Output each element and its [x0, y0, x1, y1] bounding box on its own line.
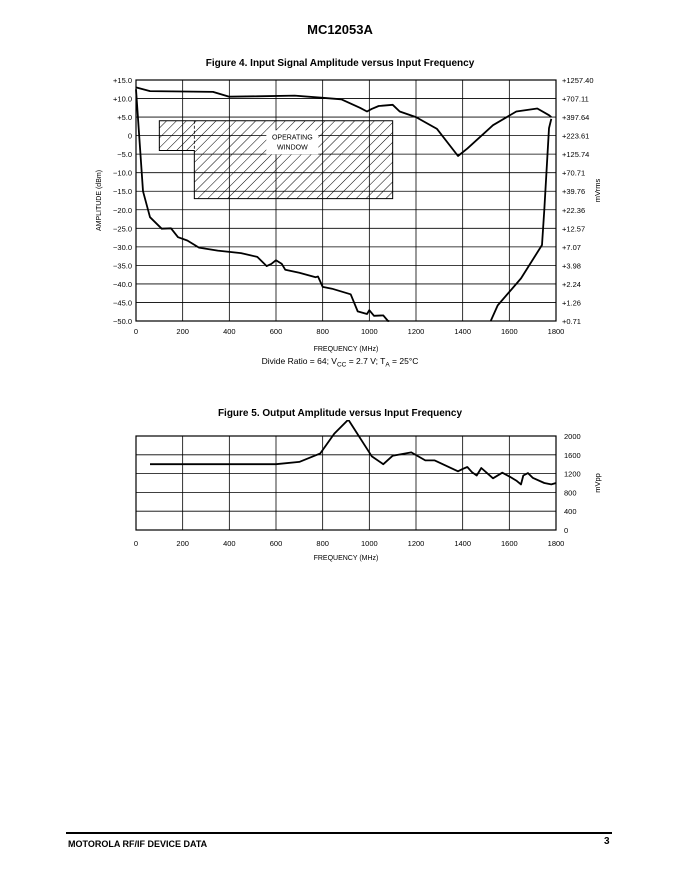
y-tick-label: +10.0	[113, 94, 132, 104]
x-tick-label: 200	[176, 327, 189, 336]
x-tick-label: 0	[133, 539, 139, 548]
y-axis-label: AMPLITUDE (dBm)	[96, 169, 103, 232]
y2-tick-label: +397.64	[562, 113, 590, 123]
note-sub-cc: CC	[336, 361, 347, 369]
series-line-1	[150, 420, 556, 485]
x-tick-label: 1200	[407, 539, 425, 548]
y2-tick-label: 800	[564, 488, 577, 498]
y2-tick-label: +7.07	[562, 242, 581, 252]
operating-window-label-line2: WINDOW	[276, 144, 308, 152]
y2-tick-label: +223.61	[562, 131, 590, 141]
y2-tick-label: +1257.40	[562, 76, 594, 85]
y2-tick-label: 2000	[564, 432, 581, 441]
y2-tick-label: 1200	[564, 469, 581, 479]
y2-tick-label: +12.57	[562, 224, 586, 234]
x-axis-label: FREQUENCY (MHz)	[313, 555, 379, 562]
x-tick-label: 1600	[500, 539, 518, 548]
operating-window-label-line1: OPERATING	[271, 134, 313, 142]
figure-4-title: Figure 4. Input Signal Amplitude versus Input Frequency	[205, 58, 475, 69]
x-tick-label: 600	[269, 539, 283, 548]
y-tick-label: −5.0	[117, 150, 132, 160]
x-tick-label: 400	[223, 539, 236, 548]
y2-tick-label: +707.11	[562, 94, 589, 104]
y-tick-label: −10.0	[113, 168, 132, 178]
x-tick-label: 800	[316, 539, 329, 548]
y2-tick-label: +70.71	[562, 168, 586, 178]
note-middle: = 2.7 V; T	[346, 356, 386, 366]
note-suffix: = 25°C	[389, 356, 419, 366]
y-tick-label: −45.0	[113, 298, 132, 308]
footer-publication: MOTOROLA RF/IF DEVICE DATA	[68, 839, 208, 849]
y2-tick-label: 400	[564, 507, 577, 517]
footer-page-number: 3	[604, 836, 610, 847]
x-axis-label: FREQUENCY (MHz)	[313, 346, 379, 353]
x-tick-label: 1600	[500, 327, 518, 336]
x-tick-label: 1000	[360, 539, 378, 548]
y2-tick-label: +125.74	[562, 150, 590, 160]
y2-tick-label: 0	[564, 526, 569, 535]
y-tick-label: −35.0	[113, 261, 132, 271]
y-tick-label: −50.0	[113, 317, 132, 326]
y-tick-label: −25.0	[113, 224, 132, 234]
figure-5-title: Figure 5. Output Amplitude versus Input Frequency	[217, 408, 463, 419]
y-tick-label: +5.0	[117, 113, 132, 123]
x-tick-label: 1200	[407, 327, 425, 336]
note-sub-a: A	[385, 361, 390, 369]
y2-tick-label: +3.98	[562, 261, 581, 271]
x-tick-label: 1800	[547, 539, 565, 548]
y2-tick-label: +2.24	[562, 279, 581, 289]
y2-tick-label: +22.36	[562, 205, 586, 215]
y-tick-label: 0	[127, 131, 132, 141]
y2-axis-label: mVpp	[593, 473, 602, 493]
x-tick-label: 800	[316, 327, 329, 336]
y-tick-label: +15.0	[113, 76, 132, 85]
note-prefix: Divide Ratio = 64; V	[261, 356, 337, 366]
y-tick-label: −15.0	[113, 187, 132, 197]
x-tick-label: 200	[176, 539, 189, 548]
y2-tick-label: 1600	[564, 450, 581, 460]
x-tick-label: 1000	[360, 327, 378, 336]
x-tick-label: 600	[269, 327, 283, 336]
page-title: MC12053A	[307, 22, 373, 37]
y-tick-label: −20.0	[113, 205, 132, 215]
y2-tick-label: +1.26	[562, 298, 581, 308]
x-tick-label: 400	[223, 327, 236, 336]
y2-tick-label: +0.71	[562, 317, 581, 326]
y-tick-label: −40.0	[113, 279, 132, 289]
footer-rule	[66, 832, 612, 834]
y-tick-label: −30.0	[113, 242, 132, 252]
y2-tick-label: +39.76	[562, 187, 586, 197]
plot-frame	[136, 436, 556, 530]
x-tick-label: 1400	[454, 327, 472, 336]
x-tick-label: 1800	[547, 327, 565, 336]
x-tick-label: 1400	[454, 539, 472, 548]
y2-axis-label: mVrms	[593, 178, 602, 203]
x-tick-label: 0	[133, 327, 139, 336]
